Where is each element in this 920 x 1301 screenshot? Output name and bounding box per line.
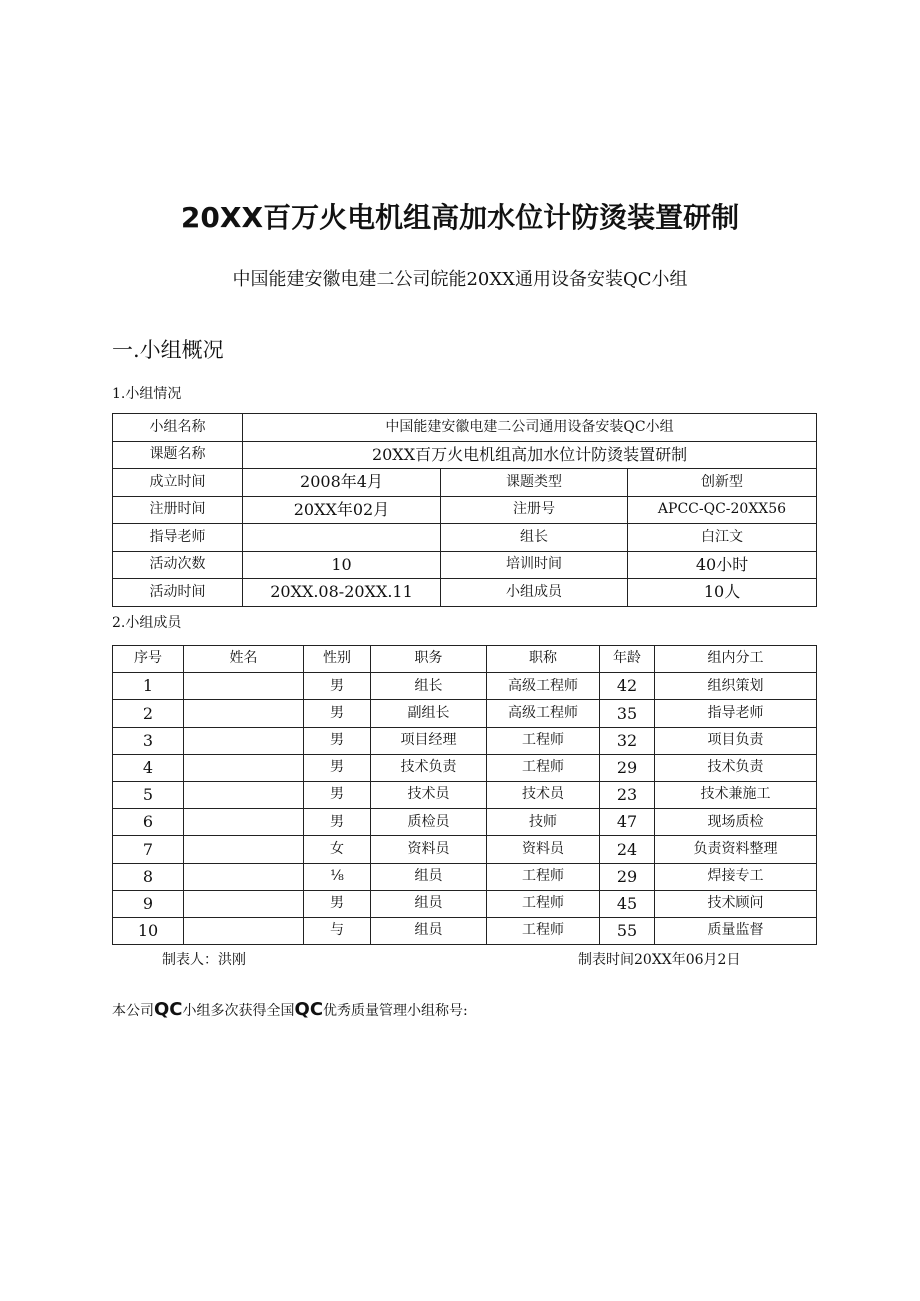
cell-no: 8 (113, 863, 184, 890)
info-label: 课题名称 (113, 441, 243, 469)
cell-title: 工程师 (487, 917, 600, 944)
honor-text: 优秀质量管理小组称号: (323, 1003, 468, 1019)
cell-gender: 男 (304, 809, 371, 836)
cell-duty: 现场质检 (655, 809, 817, 836)
cell-age: 23 (600, 781, 655, 808)
cell-name (184, 836, 304, 863)
member-row (113, 809, 817, 836)
info-label: 课题类型 (441, 469, 628, 497)
cell-age: 35 (600, 700, 655, 727)
cell-position: 组员 (371, 917, 487, 944)
cell-name (184, 673, 304, 700)
cell-duty: 负责资料整理 (655, 836, 817, 863)
cell-title: 技术员 (487, 781, 600, 808)
cell-duty: 技术顾问 (655, 890, 817, 917)
honor-text: 小组多次获得全国 (182, 1003, 295, 1019)
cell-duty: 项目负责 (655, 727, 817, 754)
cell-title: 工程师 (487, 863, 600, 890)
cell-title: 资料员 (487, 836, 600, 863)
header-position: 职务 (371, 646, 487, 673)
cell-gender: 男 (304, 700, 371, 727)
info-label: 活动时间 (113, 579, 243, 607)
header-title: 职称 (487, 646, 600, 673)
cell-no: 10 (113, 917, 184, 944)
cell-age: 29 (600, 754, 655, 781)
cell-title: 工程师 (487, 754, 600, 781)
info-row (113, 524, 817, 552)
cell-age: 24 (600, 836, 655, 863)
cell-gender: 女 (304, 836, 371, 863)
info-label: 注册号 (441, 496, 628, 524)
cell-position: 质检员 (371, 809, 487, 836)
subsection-heading-group-info: 1.小组情况 (112, 386, 182, 402)
member-row (113, 700, 817, 727)
group-info-table (112, 413, 817, 607)
info-label: 组长 (441, 524, 628, 552)
info-row (113, 551, 817, 579)
info-label: 小组成员 (441, 579, 628, 607)
header-gender: 性别 (304, 646, 371, 673)
member-row (113, 917, 817, 944)
cell-gender: 男 (304, 673, 371, 700)
info-label: 指导老师 (113, 524, 243, 552)
info-value: 20XX.08-20XX.11 (243, 579, 441, 607)
cell-age: 32 (600, 727, 655, 754)
cell-age: 42 (600, 673, 655, 700)
honor-qc: QC (154, 999, 183, 1020)
cell-name (184, 917, 304, 944)
cell-position: 技术员 (371, 781, 487, 808)
cell-name (184, 700, 304, 727)
info-row (113, 414, 817, 442)
cell-gender: 与 (304, 917, 371, 944)
info-label: 成立时间 (113, 469, 243, 497)
info-label: 培训时间 (441, 551, 628, 579)
cell-position: 副组长 (371, 700, 487, 727)
info-row (113, 579, 817, 607)
cell-no: 6 (113, 809, 184, 836)
member-row (113, 754, 817, 781)
cell-no: 2 (113, 700, 184, 727)
info-value: 10 (243, 551, 441, 579)
info-value: 白江文 (628, 524, 817, 552)
info-value: 20XX年02月 (243, 496, 441, 524)
info-value: 40小时 (628, 551, 817, 579)
cell-duty: 技术兼施工 (655, 781, 817, 808)
member-row (113, 863, 817, 890)
cell-age: 45 (600, 890, 655, 917)
cell-position: 技术负责 (371, 754, 487, 781)
members-table (112, 645, 817, 945)
cell-name (184, 727, 304, 754)
honor-text: 本公司 (112, 1003, 154, 1019)
header-no: 序号 (113, 646, 184, 673)
cell-duty: 技术负责 (655, 754, 817, 781)
member-row (113, 727, 817, 754)
cell-position: 组长 (371, 673, 487, 700)
honor-qc: QC (294, 999, 324, 1020)
cell-no: 3 (113, 727, 184, 754)
cell-name (184, 890, 304, 917)
subsection-heading-members: 2.小组成员 (112, 615, 182, 631)
info-value: APCC-QC-20XX56 (628, 496, 817, 524)
cell-no: 7 (113, 836, 184, 863)
info-value: 创新型 (628, 469, 817, 497)
info-row (113, 441, 817, 469)
header-duty: 组内分工 (655, 646, 817, 673)
header-name: 姓名 (184, 646, 304, 673)
cell-duty: 质量监督 (655, 917, 817, 944)
cell-age: 47 (600, 809, 655, 836)
cell-name (184, 863, 304, 890)
cell-duty: 组织策划 (655, 673, 817, 700)
info-label: 活动次数 (113, 551, 243, 579)
info-value: 中国能建安徽电建二公司通用设备安装QC小组 (243, 414, 817, 442)
cell-duty: 焊接专工 (655, 863, 817, 890)
member-row (113, 836, 817, 863)
member-row (113, 890, 817, 917)
cell-title: 技师 (487, 809, 600, 836)
member-rows (113, 673, 817, 945)
info-row (113, 496, 817, 524)
info-value: 10人 (628, 579, 817, 607)
cell-title: 工程师 (487, 727, 600, 754)
info-row (113, 469, 817, 497)
section-heading: 一.小组概况 (112, 338, 224, 362)
info-label: 注册时间 (113, 496, 243, 524)
cell-no: 1 (113, 673, 184, 700)
cell-no: 9 (113, 890, 184, 917)
cell-gender: 男 (304, 754, 371, 781)
cell-gender: 男 (304, 727, 371, 754)
cell-gender: 男 (304, 781, 371, 808)
info-value (243, 524, 441, 552)
cell-age: 55 (600, 917, 655, 944)
cell-name (184, 754, 304, 781)
cell-title: 高级工程师 (487, 700, 600, 727)
cell-position: 项目经理 (371, 727, 487, 754)
table-make-time: 制表时间20XX年06月2日 (578, 952, 741, 968)
document-title: 20XX百万火电机组高加水位计防烫装置研制 (180, 201, 740, 234)
header-age: 年龄 (600, 646, 655, 673)
cell-name (184, 781, 304, 808)
cell-position: 资料员 (371, 836, 487, 863)
cell-position: 组员 (371, 890, 487, 917)
members-header-row (113, 646, 817, 673)
cell-no: 5 (113, 781, 184, 808)
cell-position: 组员 (371, 863, 487, 890)
info-value: 2008年4月 (243, 469, 441, 497)
member-row (113, 673, 817, 700)
table-maker: 制表人：洪刚 (162, 952, 246, 968)
honor-statement (112, 999, 468, 1020)
document-subtitle: 中国能建安徽电建二公司皖能20XX通用设备安装QC小组 (232, 269, 688, 290)
cell-title: 工程师 (487, 890, 600, 917)
cell-name (184, 809, 304, 836)
cell-no: 4 (113, 754, 184, 781)
info-value: 20XX百万火电机组高加水位计防烫装置研制 (243, 441, 817, 469)
cell-title: 高级工程师 (487, 673, 600, 700)
member-row (113, 781, 817, 808)
cell-age: 29 (600, 863, 655, 890)
cell-gender: ⅛ (304, 863, 371, 890)
cell-duty: 指导老师 (655, 700, 817, 727)
cell-gender: 男 (304, 890, 371, 917)
info-label: 小组名称 (113, 414, 243, 442)
